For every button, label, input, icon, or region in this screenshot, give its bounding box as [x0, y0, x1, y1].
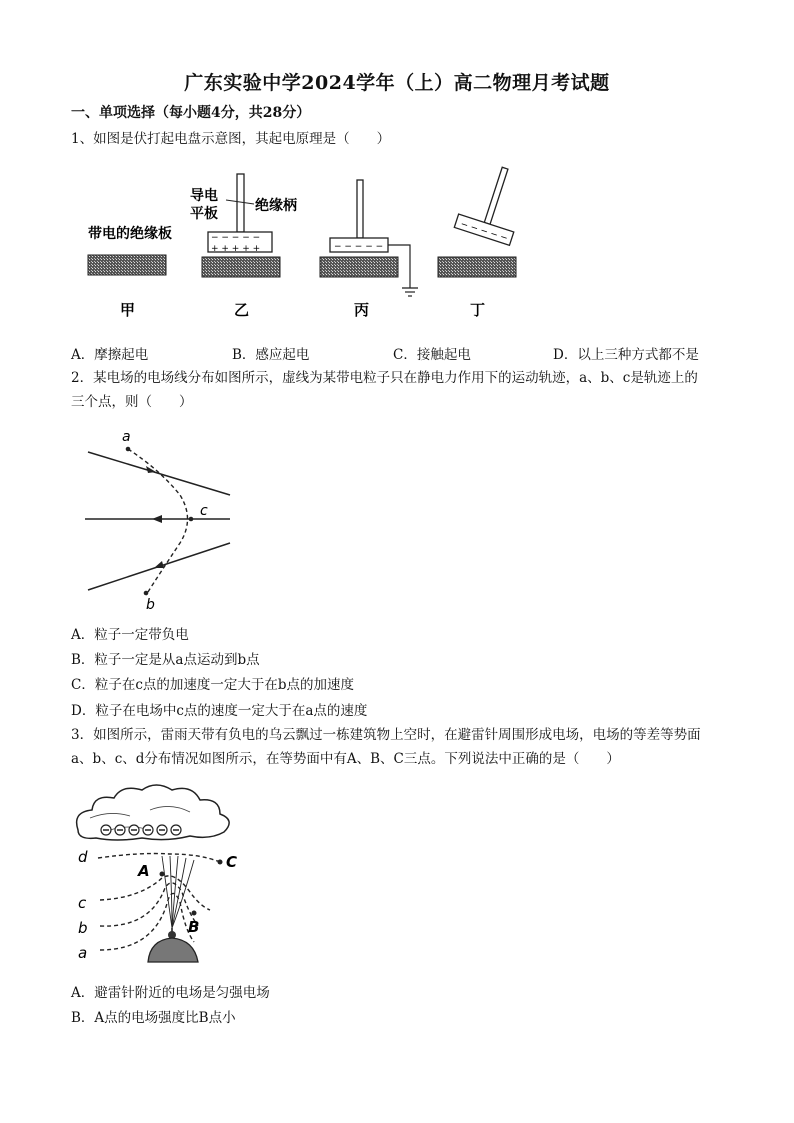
insulating-plate-jia: [88, 255, 166, 275]
q2-option-c: C．粒子在c点的加速度一定大于在b点的加速度: [71, 677, 355, 693]
q3-figure: [70, 780, 250, 970]
insulating-plate-yi: [202, 257, 280, 277]
svg-text:− − − − −: − − − − −: [211, 233, 261, 243]
q2-figure: [80, 425, 240, 620]
label-conductor-2: 平板: [190, 206, 218, 222]
surface-label-b: b: [78, 919, 88, 937]
handle-ding: [484, 167, 508, 224]
q2-stem-line2: 三个点，则（ ）: [71, 394, 193, 410]
caption-jia: 甲: [120, 301, 136, 319]
handle-bing: [357, 180, 363, 238]
caption-ding: 丁: [470, 301, 486, 319]
building-dome: [148, 938, 198, 962]
q2-option-d: D．粒子在电场中c点的速度一定大于在a点的速度: [71, 703, 368, 719]
point-A-label: A: [138, 862, 150, 880]
point-B-label: B: [188, 918, 200, 936]
handle-yi: [237, 174, 244, 232]
page-title: 广东实验中学2024学年（上）高二物理月考试题: [184, 72, 610, 94]
surface-label-c: c: [78, 894, 87, 912]
q1-option-c: C．接触起电: [393, 347, 471, 363]
point-a-label: a: [122, 429, 131, 445]
surface-label-a: a: [78, 944, 88, 962]
q3-option-a: A．避雷针附近的电场是匀强电场: [71, 985, 270, 1001]
svg-text:− − − − −: − − − − −: [459, 219, 509, 245]
label-charged-plate: 带电的绝缘板: [88, 226, 172, 242]
q1-option-a: A．摩擦起电: [71, 347, 149, 363]
q2-option-b: B．粒子一定是从a点运动到b点: [71, 652, 260, 668]
q2-option-a: A．粒子一定带负电: [71, 627, 189, 643]
point-b-label: b: [146, 597, 155, 613]
svg-text:+ + + + +: + + + + +: [211, 244, 261, 254]
q1-stem: 1、如图是伏打起电盘示意图，其起电原理是（ ）: [71, 131, 391, 147]
q1-figure: [80, 160, 540, 330]
point-C-label: C: [226, 853, 238, 871]
q2-stem-line1: 2．某电场的电场线分布如图所示，虚线为某带电粒子只在静电力作用下的运动轨迹，a、b、c是轨迹上的: [71, 370, 698, 386]
caption-yi: 乙: [234, 301, 250, 319]
equipotential-surfaces: [98, 854, 220, 951]
caption-bing: 丙: [354, 301, 370, 319]
field-line-top: [88, 452, 230, 495]
insulating-plate-bing: [320, 257, 398, 277]
insulating-plate-ding: [438, 257, 516, 277]
q3-stem-line2: a、b、c、d分布情况如图所示，在等势面中有A、B、C三点。下列说法中正确的是（ ）: [71, 751, 620, 767]
q3-stem-line1: 3．如图所示，雷雨天带有负电的乌云飘过一栋建筑物上空时，在避雷针周围形成电场，电场的等差等势面: [71, 727, 701, 743]
label-conductor-1: 导电: [190, 188, 218, 204]
q1-option-d: D．以上三种方式都不是: [553, 347, 699, 363]
q1-option-b: B．感应起电: [232, 347, 310, 363]
section-heading: 一、单项选择（每小题4分，共28分）: [71, 105, 311, 121]
surface-label-d: d: [78, 848, 88, 866]
svg-text:− − − − −: − − − − −: [334, 242, 384, 252]
label-handle: 绝缘柄: [255, 198, 297, 214]
point-c-label: c: [200, 503, 208, 519]
q3-option-b: B．A点的电场强度比B点小: [71, 1010, 236, 1026]
